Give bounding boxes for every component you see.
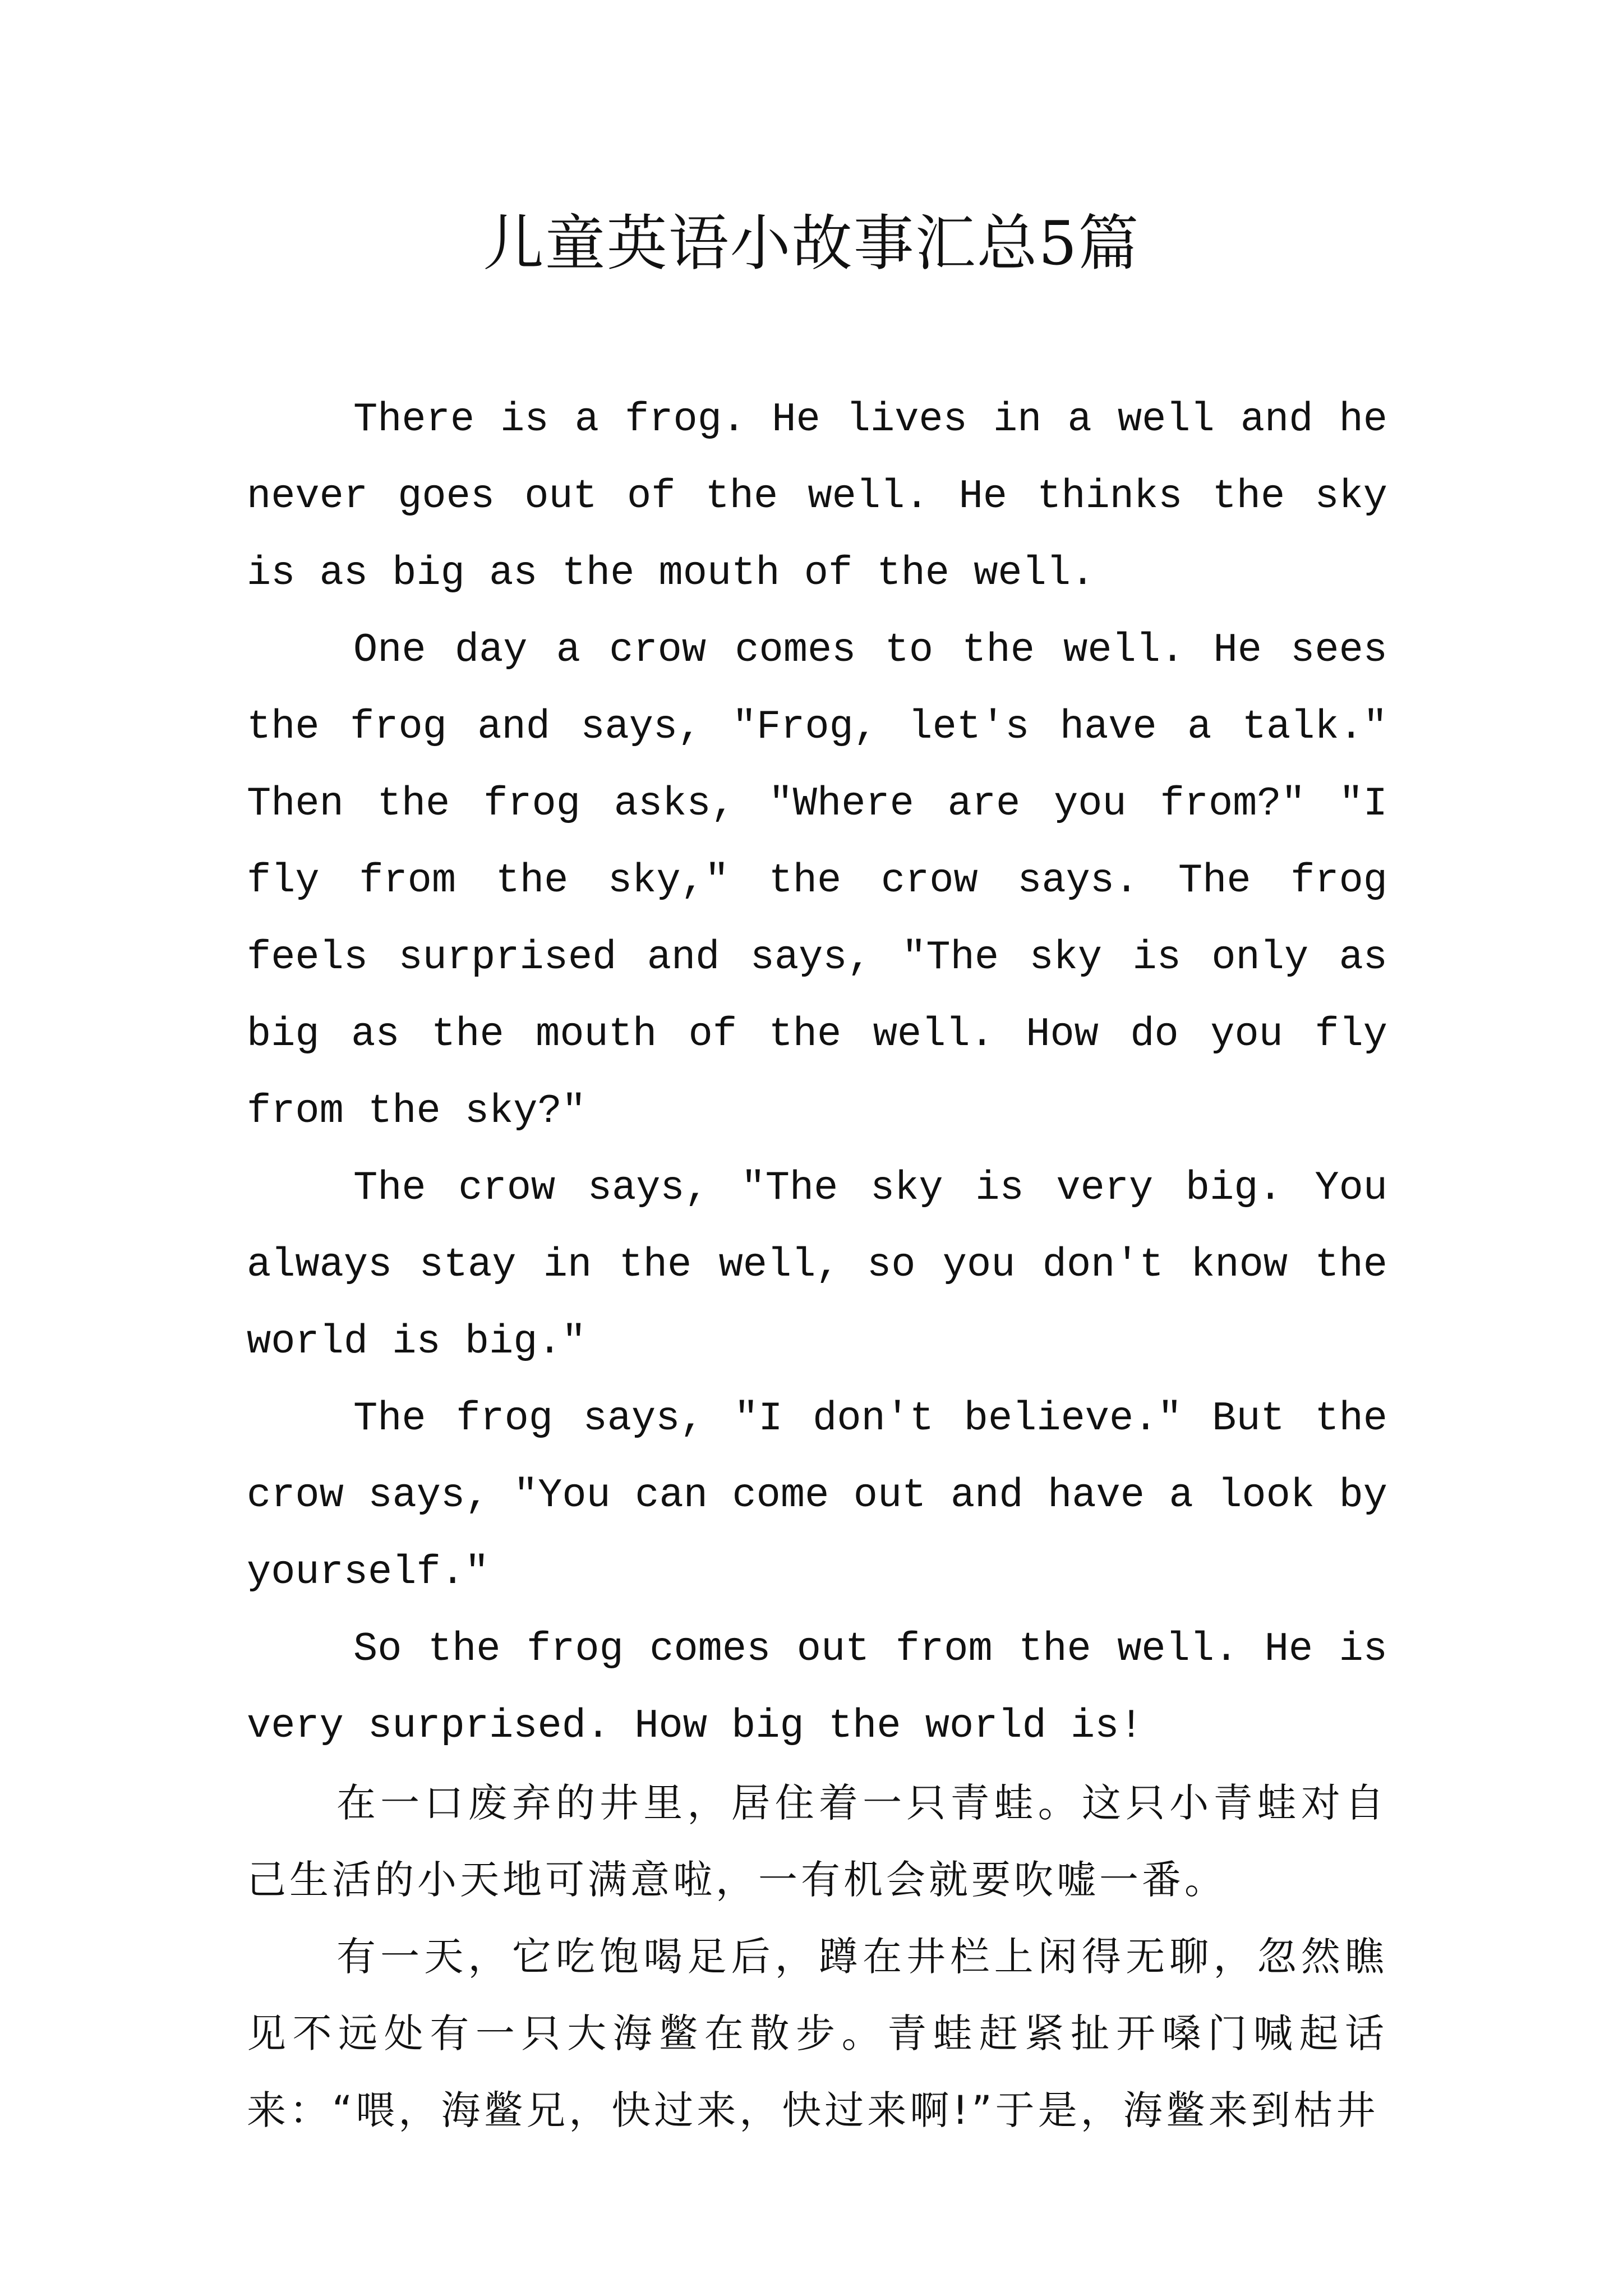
paragraph-2: One day a crow comes to the well. He sees the frog and says, "Frog, let's have a talk." Then the frog asks, "Where are you from?" "I fly from the sky," the crow says. The frog feels surprised and says, "The sky is only as big as the mouth of the well. How do you fly from the sky?" — [247, 627, 1387, 1134]
paragraph-7: 有一天，它吃饱喝足后，蹲在井栏上闲得无聊，忽然瞧见不远处有一只大海鳖在散步。青蛙赶紧扯开嗓门喊起话来：“喂，海鳖兄，快过来，快过来啊!”于是，海鳖来到枯井 — [247, 1934, 1387, 2133]
paragraph-6: 在一口废弃的井里，居住着一只青蛙。这只小青蛙对自己生活的小天地可满意啦，一有机会就要吹嘘一番。 — [247, 1780, 1387, 1903]
paragraph-5: So the frog comes out from the well. He is very surprised. How big the world is! — [247, 1626, 1387, 1749]
paragraph-4: The frog says, "I don't believe." But the crow says, "You can come out and have a look by yourself." — [247, 1396, 1387, 1595]
paragraph-1: There is a frog. He lives in a well and he never goes out of the well. He thinks the sky is as big as the mouth of the well. — [247, 397, 1387, 596]
paragraph-3: The crow says, "The sky is very big. You always stay in the well, so you don't know the world is big." — [247, 1165, 1387, 1365]
document-title: 儿童英语小故事汇总5篇 — [483, 209, 1140, 279]
document-body — [247, 381, 1387, 2149]
